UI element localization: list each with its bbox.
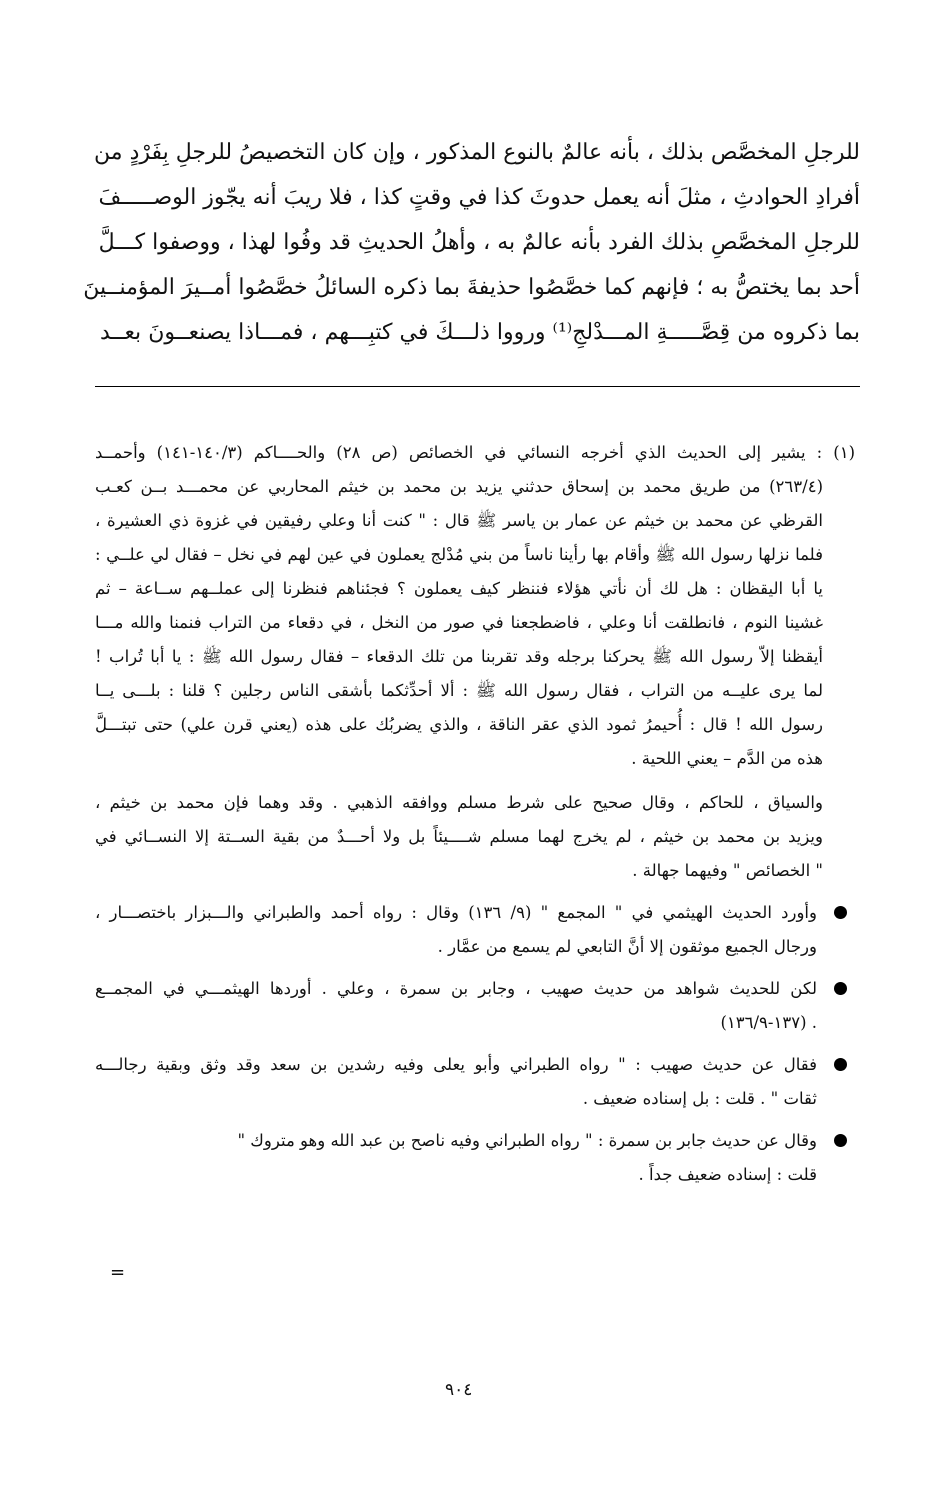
footnote-line: (٢٦٣/٤) من طريق محمد بن إسحاق حدثني يزيد بن محمد بن خيثم المحاربي عن محمـــد بــن كعـب — [95, 477, 823, 496]
footnote-line: قلت : إسناده ضعيف جداً . — [638, 1165, 817, 1184]
footnote-line: وقال عن حديث جابر بن سمرة : " رواه الطبراني وفيه ناصح بن عبد الله وهو متروك " — [237, 1131, 817, 1150]
footnote-line: . (١٣٧-١٣٦/٩) — [720, 1013, 817, 1032]
footnote-line: ويزيد بن محمد بن خيثم ، لم يخرج لهما مسلم شــــيئاً بل ولا أحـــدٌ من بقية الســتة إلا النســائي في — [95, 827, 823, 846]
bullet-item — [95, 896, 855, 964]
footnote-line: القرظي عن محمد بن خيثم عن عمار بن ياسر ﷺ قال : " كنت أنا وعلي رفيقين في غزوة ذي العشيرة ، — [95, 511, 823, 530]
continuation-mark: = — [110, 1262, 126, 1283]
bullet-icon — [834, 1134, 847, 1147]
footnote-line: " الخصائص " وفيهما جهالة . — [632, 861, 823, 880]
footnote-1 — [95, 436, 855, 776]
main-line: بما ذكروه من قِصَّـــــةِ المـــدْلجِ⁽¹⁾ ورووا ذلـــكَ في كتبِـــهم ، فمـــاذا يصنعــونَ بعــد — [100, 320, 860, 345]
footnote-line: فلما نزلها رسول الله ﷺ وأقام بها رأينا ناساً من بني مُدْلج يعملون في عين لهم في نخل – فقال لي علــي : — [95, 545, 823, 564]
footnote-line: رسول الله ! قال : أُحيمرُ ثمود الذي عقر الناقة ، والذي يضربُك على هذه (يعني قرن علي) حتى تبتـــلَّ — [95, 715, 823, 734]
footnote-line: أيقظنا إلاّ رسول الله ﷺ يحركنا برجله وقد تقربنا من تلك الدقعاء – فقال رسول الله ﷺ : يا أبا تُراب ! — [95, 647, 823, 666]
footnote-line: ثقات " . قلت : بل إسناده ضعيف . — [582, 1089, 817, 1108]
footnote-line: وأورد الحديث الهيثمي في " المجمع " (٩/ ١٣٦) وقال : رواه أحمد والطبراني والـــبزار باختصـــار ، — [95, 903, 817, 922]
footnote-paragraph — [95, 786, 855, 888]
bullet-item — [95, 1048, 855, 1116]
main-line: للرجلِ المخصَّص بذلك ، بأنه عالمٌ بالنوع المذكور ، وإن كان التخصيصُ للرجلِ بِفَرْدٍ من — [94, 140, 860, 165]
page-number: ٩٠٤ — [445, 1380, 473, 1400]
main-text — [83, 130, 860, 355]
bullet-icon — [834, 1058, 847, 1071]
footnote-line: ورجال الجميع موثقون إلا أنَّ التابعي لم يسمع من عمَّار . — [437, 937, 817, 956]
main-line: للرجلِ المخصَّصِ بذلك الفرد بأنه عالمٌ به ، وأهلُ الحديثِ قد وفُوا لهذا ، ووصفوا كـــلَّ — [98, 230, 860, 255]
bullet-icon — [834, 982, 847, 995]
footnote-line: غشينا النوم ، فانطلقت أنا وعلي ، فاضطجعنا في صور من النخل ، في دقعاء من التراب فنمنا والله مـــا — [95, 613, 823, 632]
footnote-divider — [95, 386, 860, 387]
footnotes — [95, 436, 855, 1192]
bullet-item — [95, 1124, 855, 1192]
footnote-line: (١) : يشير إلى الحديث الذي أخرجه النسائي في الخصائص (ص ٢٨) والحــــاكم (١٤٠/٣-١٤١) وأحمــد — [95, 443, 855, 462]
main-line: أفرادِ الحوادثِ ، مثلَ أنه يعمل حدوثَ كذا في وقتٍ كذا ، فلا ريبَ أنه يجّوز الوصـــــفَ — [98, 185, 860, 210]
footnote-line: لما يرى عليــه من التراب ، فقال رسول الله ﷺ : ألا أحدِّثكما بأشقى الناس رجلين ؟ قلنا : بلـــى يــا — [95, 681, 823, 700]
footnote-line: فقال عن حديث صهيب : " رواه الطبراني وأبو يعلى وفيه رشدين بن سعد وقد وثق وبقية رجالـــه — [95, 1055, 817, 1074]
footnote-line: يا أبا اليقظان : هل لك أن نأتي هؤلاء فننظر كيف يعملون ؟ فجئناهم فنظرنا إلى عملــهم ســاعة – ثم — [95, 579, 823, 598]
footnote-line: هذه من الدَّم – يعني اللحية . — [631, 749, 823, 768]
bullet-item — [95, 972, 855, 1040]
footnote-line: والسياق ، للحاكم ، وقال صحيح على شرط مسلم ووافقه الذهبي . وقد وهما فإن محمد بن خيثم ، — [95, 793, 823, 812]
main-line: أحد بما يختصُّ به ؛ فإنهم كما خصَّصُوا حذيفةَ بما ذكره السائلُ خصَّصُوا أمــيرَ المؤمنــينَ — [83, 275, 860, 300]
footnote-line: لكن للحديث شواهد من حديث صهيب ، وجابر بن سمرة ، وعلي . أوردها الهيثمـــي في المجمــع — [95, 979, 817, 998]
bullet-icon — [834, 906, 847, 919]
